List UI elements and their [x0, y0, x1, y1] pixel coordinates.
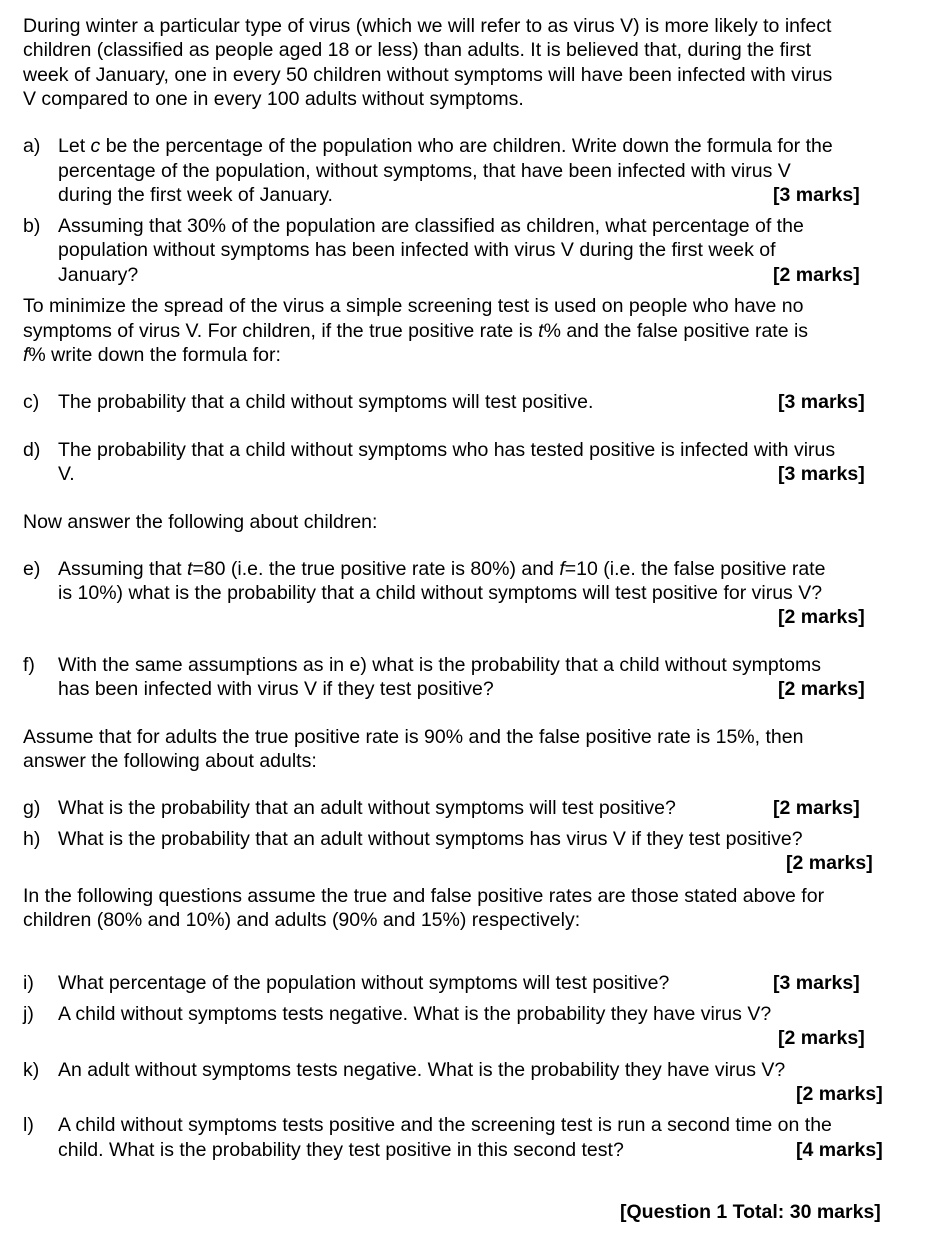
question-label: i): [23, 972, 34, 994]
marks-label: [3 marks]: [778, 391, 865, 413]
screening-intro-line-2: symptoms of virus V. For children, if the true positive rate is t% and the false positive rate is: [23, 320, 809, 342]
question-text: What is the probability that an adult without symptoms will test positive?: [58, 797, 676, 819]
marks-label: [2 marks]: [786, 852, 873, 874]
marks-label: [3 marks]: [773, 184, 860, 206]
question-label: l): [23, 1114, 34, 1136]
marks-label: [4 marks]: [796, 1139, 883, 1161]
marks-label: [2 marks]: [778, 606, 865, 628]
adults-intro-line-2: answer the following about adults:: [23, 750, 317, 772]
marks-label: [2 marks]: [796, 1083, 883, 1105]
question-text: A child without symptoms tests negative. What is the probability they have virus V?: [58, 1003, 772, 1025]
intro-line-1: During winter a particular type of virus (which we will refer to as virus V) is more likely to infect: [23, 15, 832, 37]
question-total: [Question 1 Total: 30 marks]: [620, 1201, 881, 1223]
screening-intro-line-3: f% write down the formula for:: [23, 344, 281, 366]
question-text: Assuming that t=80 (i.e. the true positive rate is 80%) and f=10 (i.e. the false positive rate: [58, 558, 826, 580]
question-text: The probability that a child without symptoms who has tested positive is infected with virus: [58, 439, 836, 461]
question-text: V.: [58, 463, 75, 485]
question-text: An adult without symptoms tests negative. What is the probability they have virus V?: [58, 1059, 786, 1081]
question-text: is 10%) what is the probability that a child without symptoms will test positive for virus V?: [58, 582, 823, 604]
question-text: A child without symptoms tests positive and the screening test is run a second time on the: [58, 1114, 832, 1136]
question-text: child. What is the probability they test positive in this second test?: [58, 1139, 624, 1161]
question-text: has been infected with virus V if they test positive?: [58, 678, 494, 700]
intro-line-3: week of January, one in every 50 children without symptoms will have been infected with virus: [23, 64, 833, 86]
question-text: What percentage of the population without symptoms will test positive?: [58, 972, 670, 994]
following-intro-line-1: In the following questions assume the true and false positive rates are those stated above for: [23, 885, 825, 907]
marks-label: [2 marks]: [778, 678, 865, 700]
marks-label: [2 marks]: [778, 1027, 865, 1049]
question-text: With the same assumptions as in e) what is the probability that a child without symptoms: [58, 654, 822, 676]
following-intro-line-2: children (80% and 10%) and adults (90% and 15%) respectively:: [23, 909, 581, 931]
question-text: What is the probability that an adult without symptoms has virus V if they test positive?: [58, 828, 803, 850]
question-text: population without symptoms has been infected with virus V during the first week of: [58, 239, 776, 261]
question-text: Assuming that 30% of the population are classified as children, what percentage of the: [58, 215, 804, 237]
question-label: e): [23, 558, 41, 580]
intro-line-2: children (classified as people aged 18 or less) than adults. It is believed that, during the first: [23, 39, 812, 61]
question-label: a): [23, 135, 41, 157]
question-label: d): [23, 439, 41, 461]
question-text: The probability that a child without symptoms will test positive.: [58, 391, 594, 413]
adults-intro-line-1: Assume that for adults the true positive rate is 90% and the false positive rate is 15%, then: [23, 726, 804, 748]
question-text: Let c be the percentage of the population who are children. Write down the formula for the: [58, 135, 833, 157]
intro-line-4: V compared to one in every 100 adults without symptoms.: [23, 88, 524, 110]
question-text: during the first week of January.: [58, 184, 333, 206]
question-label: c): [23, 391, 40, 413]
question-text: percentage of the population, without symptoms, that have been infected with virus V: [58, 160, 791, 182]
marks-label: [3 marks]: [773, 972, 860, 994]
question-label: g): [23, 797, 41, 819]
question-text: January?: [58, 264, 139, 286]
marks-label: [3 marks]: [778, 463, 865, 485]
question-label: b): [23, 215, 41, 237]
question-label: h): [23, 828, 41, 850]
marks-label: [2 marks]: [773, 797, 860, 819]
children-intro: Now answer the following about children:: [23, 511, 378, 533]
question-label: k): [23, 1059, 40, 1081]
screening-intro-line-1: To minimize the spread of the virus a simple screening test is used on people who have no: [23, 295, 804, 317]
marks-label: [2 marks]: [773, 264, 860, 286]
question-label: f): [23, 654, 35, 676]
question-label: j): [23, 1003, 34, 1025]
